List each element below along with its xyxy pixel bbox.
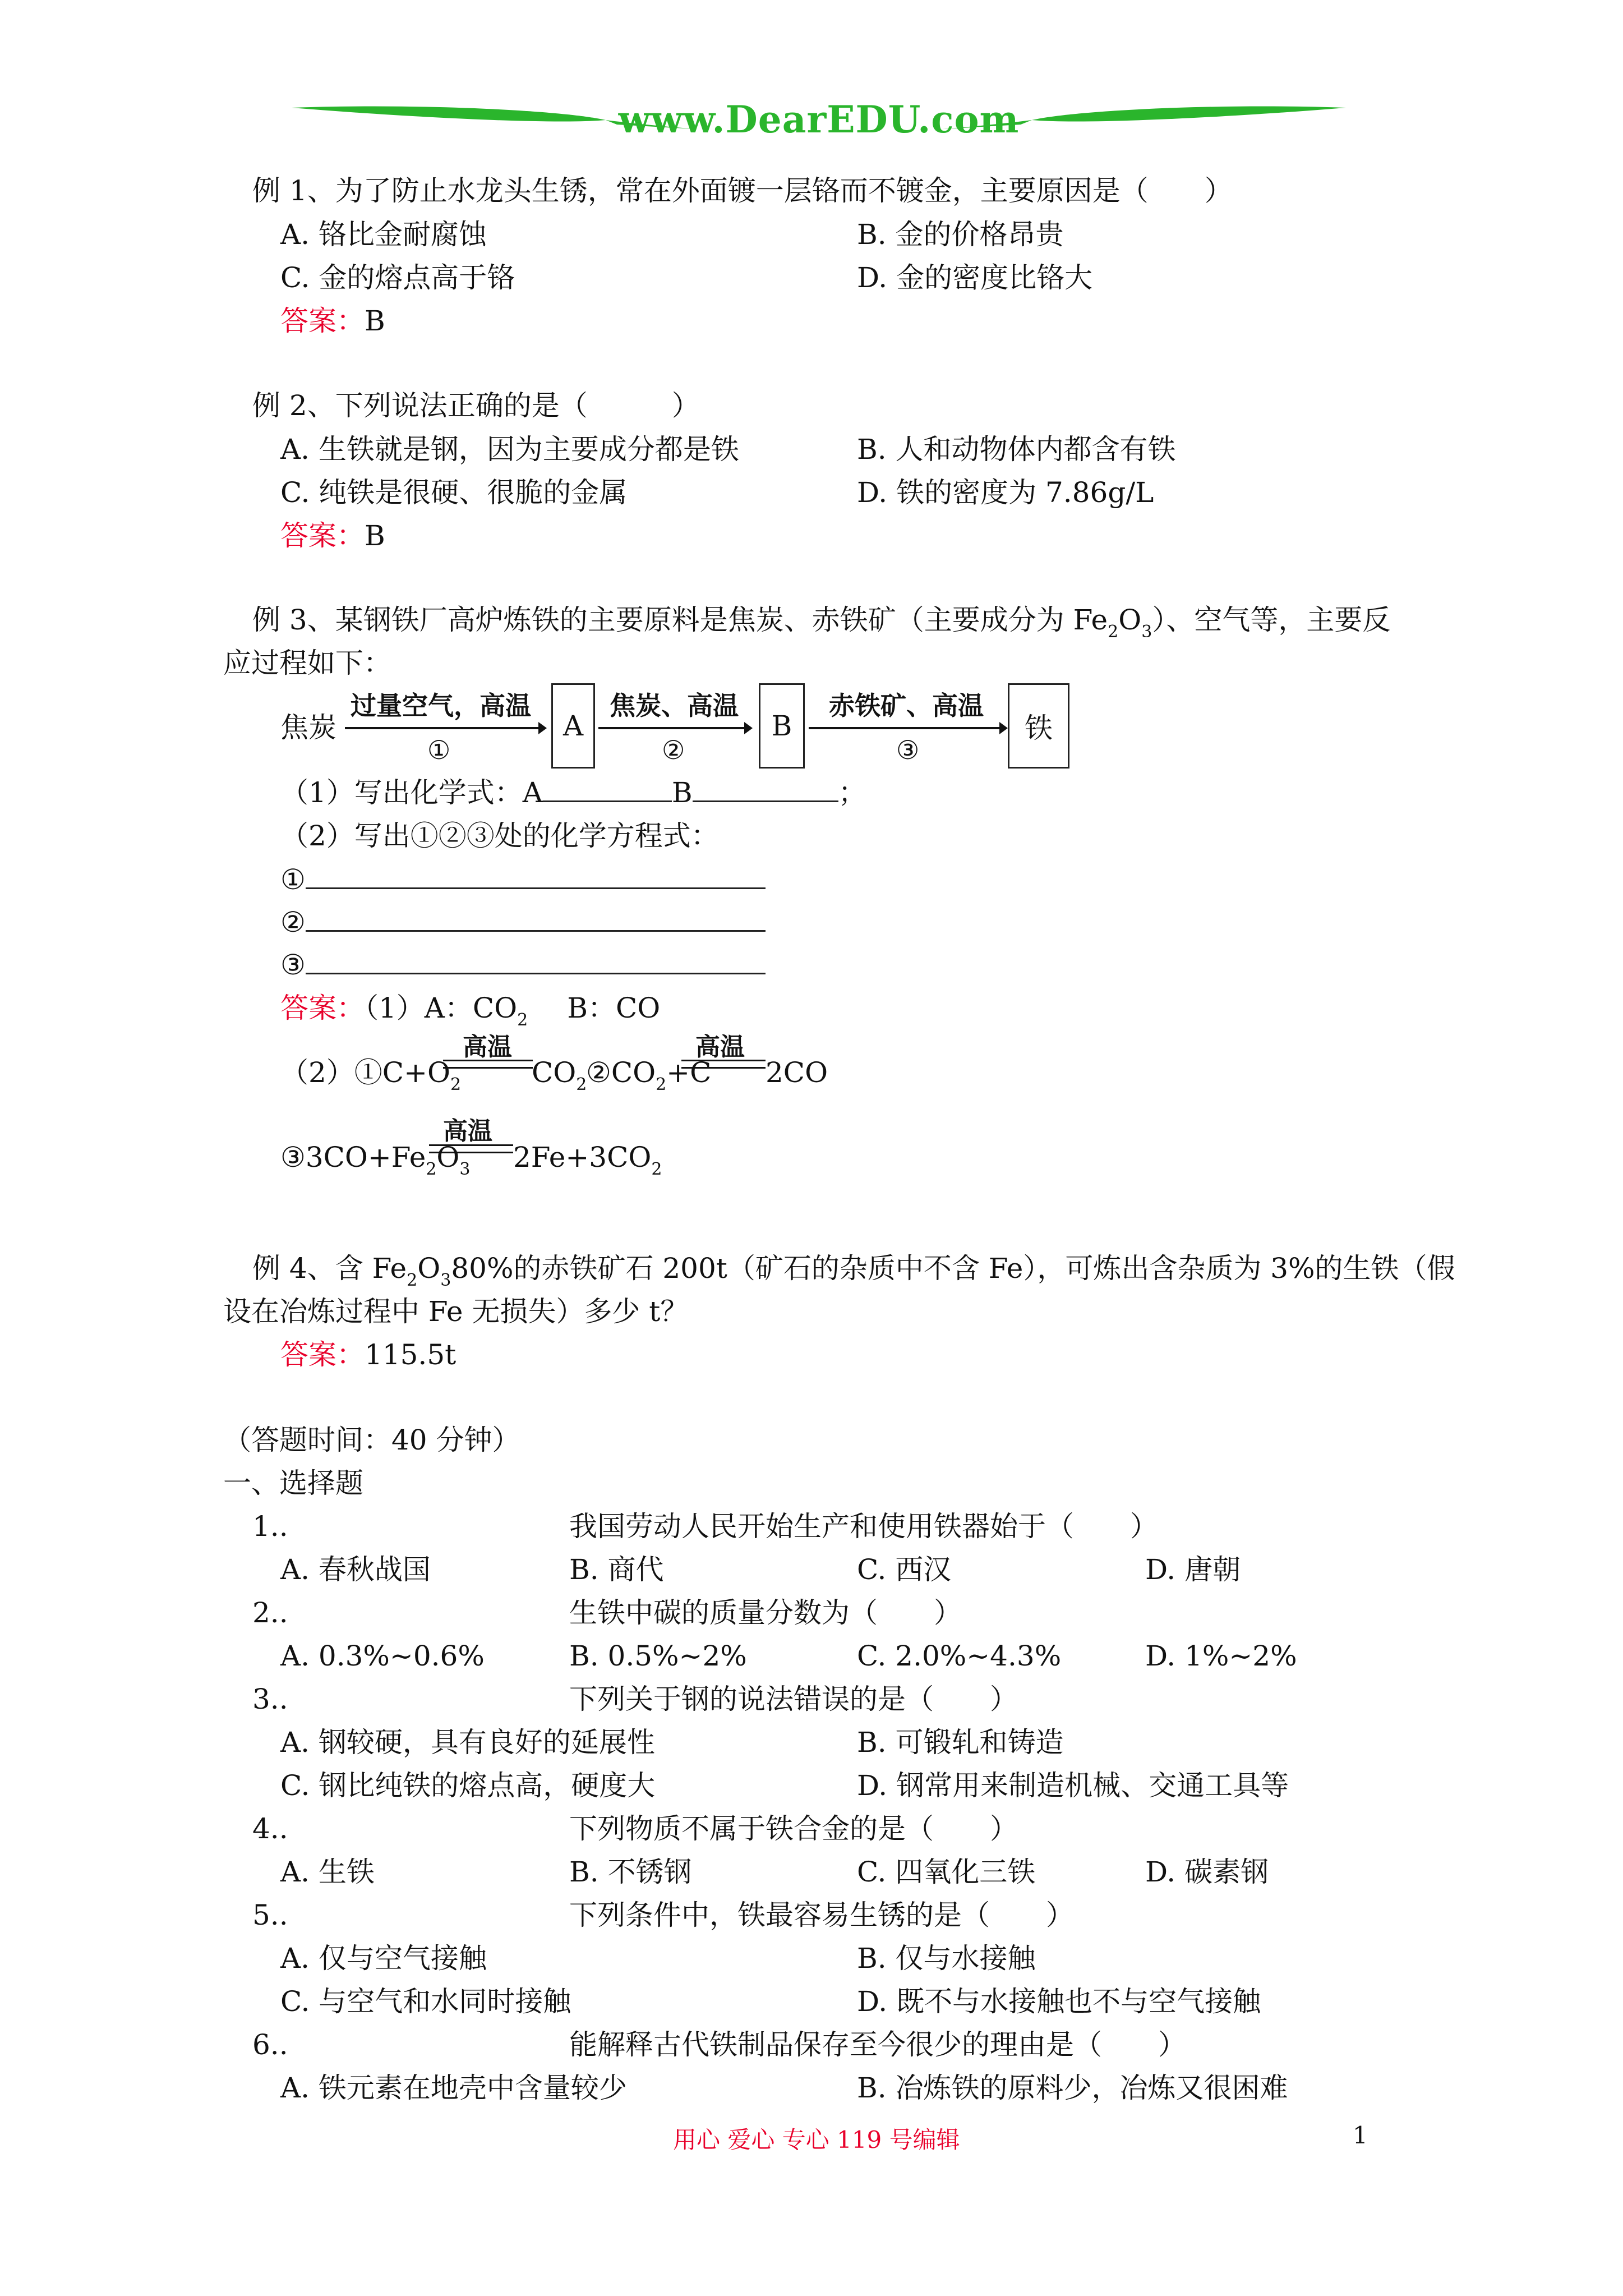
example-3-stem-line1: 例 3、某钢铁厂高炉炼铁的主要原料是焦炭、赤铁矿（主要成分为 $Fe_2O_3$）、空气等，主要反	[252, 604, 1391, 642]
eq3-bar	[429, 1152, 513, 1153]
example-3-answer-line-1: 答案：（1）A：$CO_2$ B：CO	[280, 992, 661, 1030]
question-6-number: 6..	[252, 2028, 288, 2061]
question-1-option-d: D. 唐朝	[1145, 1553, 1241, 1586]
question-6-option-a: A. 铁元素在地壳中含量较少	[280, 2072, 627, 2104]
footer-text: 用心 爱心 专心 119 号编辑	[673, 2126, 960, 2154]
answer-label: 答案：	[280, 519, 365, 552]
question-3-number: 3..	[252, 1683, 288, 1715]
question-4-option-a: A. 生铁	[280, 1856, 375, 1888]
example-3-question-2: （2）写出①②③处的化学方程式：	[280, 820, 719, 852]
example-4-stem-line1: 例 4、含 $Fe_2O_380\%$的赤铁矿石 200t（矿石的杂质中不含 Fe），可炼出含杂质为 3%的生铁（假	[252, 1252, 1455, 1290]
example-3-stem-line2: 应过程如下：	[223, 647, 391, 679]
question-5-option-c: C. 与空气和水同时接触	[280, 1985, 571, 2018]
arrow-1-step: ①	[427, 735, 451, 765]
example-1-option-c: C. 金的熔点高于铬	[280, 261, 515, 294]
answer-label: 答案：	[280, 305, 365, 337]
eq2-product: 2CO	[766, 1056, 828, 1089]
question-1-stem: 我国劳动人民开始生产和使用铁器始于（ ）	[569, 1510, 1158, 1543]
question-2-number: 2..	[252, 1596, 288, 1629]
question-5-option-d: D. 既不与水接触也不与空气接触	[857, 1985, 1261, 2018]
eq2-bar	[681, 1060, 766, 1061]
eq3-condition: 高温	[443, 1117, 492, 1145]
question-3-option-c: C. 钢比纯铁的熔点高，硬度大	[280, 1769, 656, 1802]
question-1-number: 1..	[252, 1510, 288, 1543]
example-1-option-d: D. 金的密度比铬大	[857, 261, 1093, 294]
eq2-reactants: $②CO_2+C$	[586, 1056, 712, 1094]
question-3-option-a: A. 钢较硬，具有良好的延展性	[280, 1726, 655, 1759]
answer-value: B	[365, 305, 385, 337]
answer-value: 115.5t	[365, 1338, 457, 1371]
arrow-3-step: ③	[896, 735, 920, 765]
question-1-option-b: B. 商代	[569, 1553, 664, 1586]
arrow-1-condition: 过量空气，高温	[351, 691, 531, 721]
example-1-stem: 例 1、为了防止水龙头生锈，常在外面镀一层铬而不镀金，主要原因是（ ）	[252, 174, 1233, 207]
arrow-right-icon	[598, 720, 753, 737]
box-a: A	[551, 683, 595, 769]
section-title: 一、选择题	[223, 1467, 363, 1499]
arrow-right-icon	[809, 720, 1008, 737]
question-2-option-b: B. 0.5%~2%	[569, 1640, 747, 1672]
arrow-2-condition: 焦炭、高温	[610, 691, 739, 721]
eq3-product: $2Fe+3CO_2$	[513, 1141, 662, 1179]
question-3-stem: 下列关于钢的说法错误的是（ ）	[569, 1683, 1018, 1715]
question-5-stem: 下列条件中，铁最容易生锈的是（ ）	[569, 1899, 1074, 1931]
question-4-option-b: B. 不锈钢	[569, 1856, 692, 1888]
arrow-3-condition: 赤铁矿、高温	[829, 691, 984, 721]
question-6-option-b: B. 冶炼铁的原料少，冶炼又很困难	[857, 2072, 1288, 2104]
example-2-answer	[280, 519, 385, 552]
question-1-option-a: A. 春秋战国	[280, 1553, 431, 1586]
eq2-condition: 高温	[695, 1033, 745, 1061]
equation-blank-2: ②	[280, 908, 766, 936]
arrow-2-step: ②	[662, 735, 685, 765]
question-2-option-c: C. 2.0%~4.3%	[857, 1640, 1062, 1672]
answer-label: 答案：	[280, 1338, 365, 1371]
example-3-question-1: （1）写出化学式：A B ；	[280, 776, 866, 809]
equation-blank-1: ①	[280, 865, 766, 894]
arrow-right-icon	[345, 720, 547, 737]
question-5-option-b: B. 仅与水接触	[857, 1942, 1036, 1975]
diagram-start-label: 焦炭	[280, 711, 336, 744]
page-number: 1	[1353, 2122, 1368, 2149]
eq1-bar	[443, 1060, 533, 1061]
eq3-reactants: $③3CO+Fe_2O_3$	[280, 1141, 471, 1179]
header-banner	[292, 95, 1346, 146]
question-4-option-d: D. 碳素钢	[1145, 1856, 1269, 1888]
example-2-option-d: D. 铁的密度为 7.86g/L	[857, 476, 1154, 509]
answer-label: 答案：	[280, 992, 365, 1024]
question-1-option-c: C. 西汉	[857, 1553, 952, 1586]
example-2-option-b: B. 人和动物体内都含有铁	[857, 433, 1176, 466]
eq1-condition: 高温	[463, 1033, 512, 1061]
equation-blank-3: ③	[280, 950, 766, 979]
eq1-product: $CO_2$	[532, 1056, 587, 1094]
question-5-number: 5..	[252, 1899, 288, 1931]
example-2-option-c: C. 纯铁是很硬、很脆的金属	[280, 476, 628, 509]
example-2-option-a: A. 生铁就是钢，因为主要成分都是铁	[280, 433, 739, 466]
question-4-option-c: C. 四氧化三铁	[857, 1856, 1036, 1888]
example-1-option-a: A. 铬比金耐腐蚀	[280, 218, 487, 251]
eq1-reactants: $(2)①C+O_2$	[280, 1056, 462, 1094]
blank-b	[693, 778, 838, 802]
eq1-bar	[443, 1067, 533, 1069]
question-2-stem: 生铁中碳的质量分数为（ ）	[569, 1596, 962, 1629]
question-3-option-b: B. 可锻轧和铸造	[857, 1726, 1064, 1759]
time-note: （答题时间：40 分钟）	[223, 1424, 520, 1456]
blank-a	[543, 778, 672, 802]
eq2-bar	[681, 1067, 766, 1069]
example-1-answer	[280, 307, 385, 335]
eq3-bar	[429, 1144, 513, 1146]
question-5-option-a: A. 仅与空气接触	[280, 1942, 487, 1975]
example-4-stem-line2: 设在冶炼过程中 Fe 无损失）多少 t？	[223, 1295, 689, 1328]
question-2-option-d: D. 1%~2%	[1145, 1640, 1297, 1672]
question-2-option-a: A. 0.3%~0.6%	[280, 1640, 485, 1672]
question-4-number: 4..	[252, 1812, 288, 1845]
site-logo: www.DearEDU.com	[618, 98, 1020, 141]
box-b: B	[759, 683, 805, 769]
question-4-stem: 下列物质不属于铁合金的是（ ）	[569, 1812, 1018, 1845]
example-4-answer	[280, 1338, 457, 1371]
example-1-option-b: B. 金的价格昂贵	[857, 218, 1064, 251]
question-6-stem: 能解释古代铁制品保存至今很少的理由是（ ）	[569, 2028, 1186, 2061]
answer-value: B	[365, 519, 385, 552]
question-3-option-d: D. 钢常用来制造机械、交通工具等	[857, 1769, 1289, 1802]
box-iron: 铁	[1008, 683, 1069, 769]
example-2-stem: 例 2、下列说法正确的是（ ）	[252, 389, 700, 422]
